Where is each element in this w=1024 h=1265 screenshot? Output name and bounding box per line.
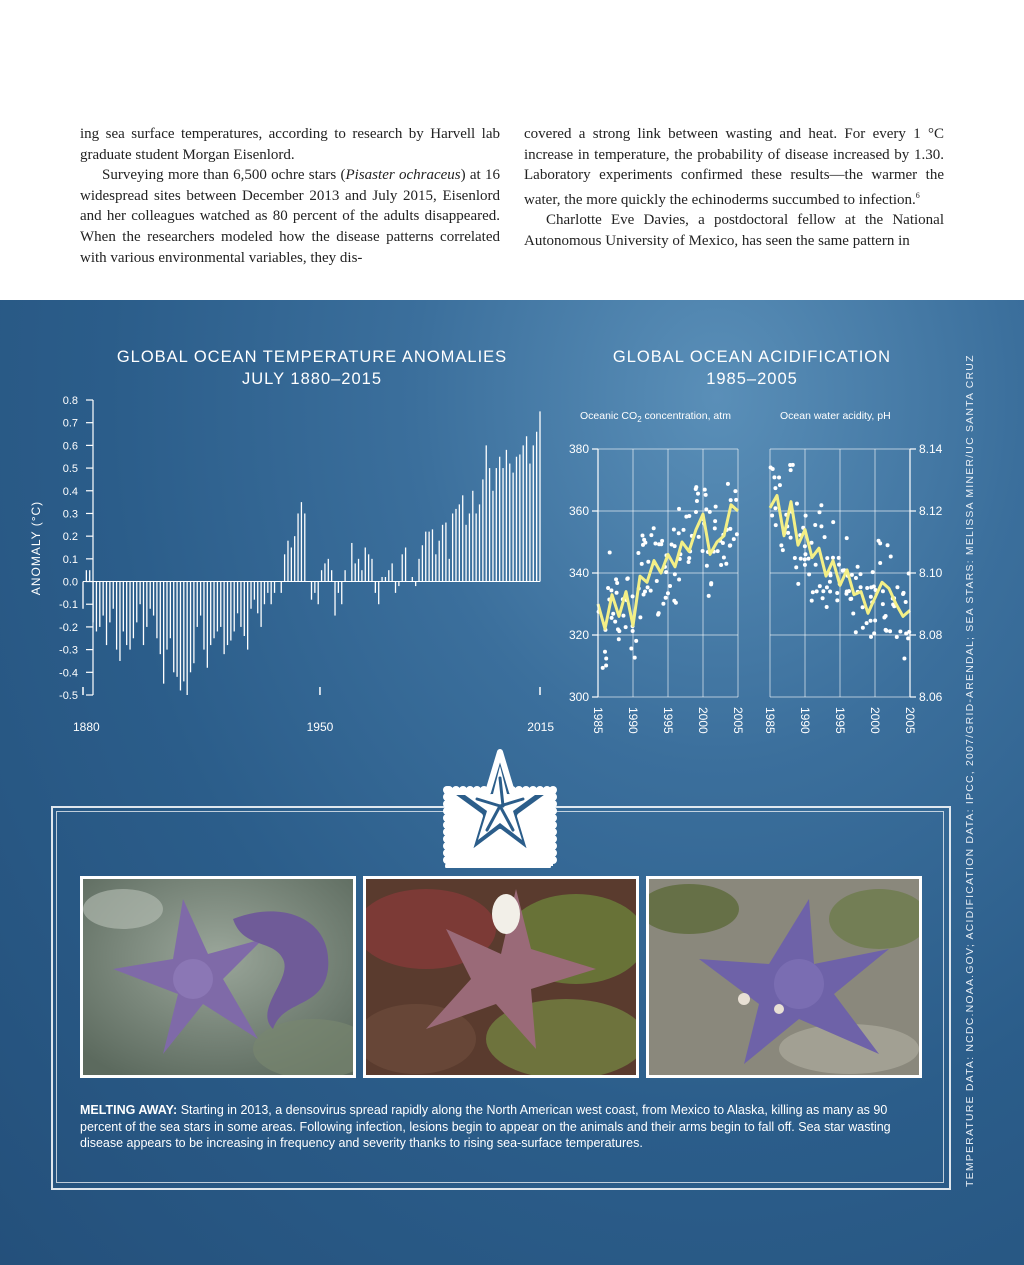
data-point [844,592,848,596]
data-point [773,506,777,510]
data-point [672,527,676,531]
data-point [616,627,620,631]
scallop-dot [549,828,557,836]
scallop-dot [549,849,557,857]
data-point [611,612,615,616]
data-point [631,594,635,598]
data-point [638,615,642,619]
data-point [886,543,890,547]
data-point [825,556,829,560]
photo-sea-star-1 [80,876,356,1078]
data-point [615,591,619,595]
data-point [664,570,668,574]
x-tick-label: 1995 [833,707,847,734]
data-point [819,503,823,507]
x-tick-label: 2015 [527,720,554,734]
data-point [878,561,882,565]
data-point [608,551,612,555]
data-point [872,584,876,588]
data-point [656,613,660,617]
data-point [902,591,906,595]
y-tick-label: -0.5 [59,690,78,702]
scallop-dot [443,807,451,815]
data-point [609,588,613,592]
article-column-right [524,124,944,252]
data-point [799,557,803,561]
grid [598,449,910,697]
data-point [687,560,691,564]
data-point [704,507,708,511]
x-tick-label: 1880 [73,720,100,734]
x-tick-label: 2005 [731,707,745,734]
data-point [902,657,906,661]
data-point [735,532,739,536]
data-point [861,626,865,630]
data-point [837,563,841,567]
data-point [661,602,665,606]
data-point [721,541,725,545]
data-point [728,527,732,531]
x-tick-label: 1950 [306,720,334,734]
data-point [716,549,720,553]
bars [83,411,540,695]
data-point [770,514,774,518]
scallop-dot [443,856,451,864]
paragraph: Charlotte Eve Davies, a postdoctoral fellow at the National Autonomous University of Mexico, has seen the same pattern in [524,212,944,249]
data-point [777,475,781,479]
data-point [733,489,737,493]
scallop-dot [443,821,451,829]
data-point [642,592,646,596]
data-point [795,502,799,506]
data-point [815,589,819,593]
x-tick-label: 1995 [661,707,675,734]
credit-text: TEMPERATURE DATA: NCDC.NOAA.GOV; ACIDIFICATION DATA: IPCC, 2007/GRID-ARENDAL; SEA STARS: MELISSA MINER/UC SANTA CRUZ [964,354,976,1187]
data-point [621,614,625,618]
data-point [713,519,717,523]
y-tick-label: 0.6 [62,440,78,453]
data-point [666,591,670,595]
data-point [653,541,657,545]
data-point [734,498,738,502]
data-point [695,499,699,503]
data-point [606,586,610,590]
sea-star-image [366,879,636,1075]
data-point [803,552,807,556]
data-point [807,557,811,561]
x-tick-label: 2005 [903,707,917,734]
y-tick-label: 0.0 [62,576,78,589]
data-point [649,533,653,537]
data-point [779,543,783,547]
data-point [655,579,659,583]
data-point [774,523,778,527]
data-point [789,536,793,540]
data-point [791,463,795,467]
data-point [821,589,825,593]
scallop-dot [549,821,557,829]
data-point [817,510,821,514]
data-point [636,551,640,555]
scallop-dot [549,842,557,850]
chart-subtitle: 1985–2005 [706,370,798,388]
data-point [835,598,839,602]
text: Surveying more than 6,500 ochre stars ( [102,167,346,184]
data-point [617,637,621,641]
data-point [640,562,644,566]
data-point [603,650,607,654]
y-tick-label: -0.1 [59,599,78,612]
data-point [854,630,858,634]
scallop-dot [443,849,451,857]
data-point [821,596,825,600]
x-tick-label: 1985 [763,707,777,734]
data-point [726,482,730,486]
y-tick-label: -0.2 [59,621,78,634]
scallop-dot [443,835,451,843]
data-point [705,564,709,568]
data-point [673,572,677,576]
y-tick-label: 0.4 [62,485,78,498]
data-point [773,486,777,490]
data-point [803,563,807,567]
data-point [823,535,827,539]
data-point [778,483,782,487]
x-tick-label: 1990 [626,707,640,734]
data-point [851,611,855,615]
data-point [888,629,892,633]
panel-label-ph: Ocean water acidity, pH [780,410,891,422]
y-tick-label: 340 [568,566,589,580]
y-tick-label: -0.4 [59,667,78,680]
data-point [859,572,863,576]
data-point [704,493,708,497]
text: ) at 16 widespread sites between December 2013 and July 2015, Eisenlord and her colleagues watched as 80 percent of the adults disappeared. When the researchers modeled how the disease patterns correlated with various environmental variables, they dis- [80,167,500,266]
y-axis-label: ANOMALY (°C) [29,500,43,596]
data-point [849,597,853,601]
data-point [668,584,672,588]
data-point [659,542,663,546]
data-point [677,577,681,581]
data-point [694,485,698,489]
data-point [825,585,829,589]
data-point [807,572,811,576]
data-point [828,580,832,584]
panel-label-co2: Oceanic $CO_2$ concentration, atm [580,410,731,424]
data-point [660,539,664,543]
data-point [701,549,705,553]
acidification-chart [569,348,943,734]
data-point [889,554,893,558]
data-point [859,585,863,589]
data-point [615,581,619,585]
data-point [672,599,676,603]
data-point [634,639,638,643]
data-point [895,585,899,589]
data-point [729,498,733,502]
text: covered a strong link between wasting and heat. For every 1 °C increase in temperature, the probability of disease increased by 1.30. Laboratory experiments confirmed these results—the warmer the water, the more quickly the echinoderms succumbed to infection. [524,126,944,208]
data-point [707,594,711,598]
y-tick-label: 0.2 [62,531,78,544]
data-point [813,523,817,527]
x-tick-label: 1990 [798,707,812,734]
y-tick-label: 360 [568,504,589,518]
photo-sea-star-3 [646,876,922,1078]
data-point [769,466,773,470]
data-point [835,591,839,595]
data-point [793,556,797,560]
data-point [803,544,807,548]
infographic-panel [0,300,1024,1265]
scallop-dot [549,856,557,864]
data-point [728,543,732,547]
x-tick-label: 2000 [696,707,710,734]
data-point [652,526,656,530]
data-point [646,560,650,564]
photo-sea-star-2 [363,876,639,1078]
y-tick-label: 8.14 [919,442,943,456]
data-point [624,625,628,629]
data-point [796,582,800,586]
x-tick-label: 2000 [868,707,882,734]
data-point [604,664,608,668]
data-point [811,590,815,594]
data-point [631,629,635,633]
data-point [898,630,902,634]
y-tick-label: 0.3 [62,508,78,521]
y-tick-label: 380 [568,442,589,456]
data-point [713,526,717,530]
data-point [614,577,618,581]
data-point [697,535,701,539]
chart-subtitle: JULY 1880–2015 [242,370,382,388]
data-point [641,533,645,537]
y-tick-label: -0.3 [59,644,78,657]
y-tick-label: 8.12 [919,504,943,518]
data-point [837,556,841,560]
sea-star-image [83,879,353,1075]
data-point [878,541,882,545]
scallop-dot [443,828,451,836]
data-point [872,631,876,635]
data-point [719,563,723,567]
data-point [629,647,633,651]
data-point [804,514,808,518]
data-point [904,600,908,604]
data-point [907,630,911,634]
data-point [694,510,698,514]
data-point [610,616,614,620]
data-point [865,621,869,625]
y-axis [59,395,93,702]
species-name: Pisaster ochraceus [345,167,461,184]
data-point [895,635,899,639]
data-point [604,656,608,660]
sea-star-image [649,879,919,1075]
scallop-dot [443,800,451,808]
data-point [869,619,873,623]
data-point [786,531,790,535]
data-point [845,536,849,540]
y-tick-label: 0.1 [62,553,78,566]
temperature-chart [29,348,554,734]
article-column-left [80,124,500,268]
data-point [613,620,617,624]
data-point [772,475,776,479]
data-point [708,510,712,514]
data-point [601,666,605,670]
data-point [829,573,833,577]
scallop-dot [443,814,451,822]
paragraph [524,124,944,210]
y-tick-label: 320 [568,628,589,642]
data-point [649,589,653,593]
x-axis [73,687,554,734]
data-point [696,492,700,496]
data-point [871,570,875,574]
y-tick-label: 8.08 [919,628,943,642]
data-point [687,556,691,560]
data-point [677,507,681,511]
data-point [703,488,707,492]
data-point [831,520,835,524]
data-point [818,584,822,588]
data-point [677,531,681,535]
data-point [881,589,885,593]
data-point [881,602,885,606]
data-point [633,656,637,660]
data-point [825,605,829,609]
data-point [869,595,873,599]
footnote-ref: 6 [915,190,920,200]
data-point [789,468,793,472]
y-tick-label: 300 [568,690,589,704]
data-point [856,565,860,569]
data-point [819,524,823,528]
data-point [861,605,865,609]
data-point [673,544,677,548]
data-point [828,590,832,594]
data-point [873,618,877,622]
scallop-dot [443,842,451,850]
data-point [884,614,888,618]
data-point [854,576,858,580]
data-point [646,585,650,589]
chart-title: GLOBAL OCEAN TEMPERATURE ANOMALIES [116,348,508,366]
paragraph: ing sea surface temperatures, according to research by Harvell lab graduate student Morgan Eisenlord. [80,126,500,163]
starfish-icon [435,748,565,868]
x-tick-label: 1985 [591,707,605,734]
y-tick-label: 8.06 [919,690,943,704]
data-point [814,563,818,567]
data-point [682,528,686,532]
data-point [803,557,807,561]
data-point [781,548,785,552]
data-point [884,628,888,632]
data-point [794,565,798,569]
data-point [709,581,713,585]
charts-svg [0,300,1024,800]
data-point [724,562,728,566]
data-points [597,463,912,670]
article-text-area [0,0,1024,300]
data-point [664,596,668,600]
y-tick-label: 0.7 [62,417,78,430]
y-tick-label: 0.8 [62,395,78,407]
scallop-dot [549,814,557,822]
data-point [714,505,718,509]
data-point [684,515,688,519]
scallop-dot [549,800,557,808]
data-point [869,635,873,639]
data-point [865,586,869,590]
data-point [722,555,726,559]
data-point [732,537,736,541]
data-point [850,573,854,577]
caption-text: Starting in 2013, a densovirus spread rapidly along the North American west coast, from Mexico to Alaska, killing as many as 90 percent of the sea stars in some areas. Following infection, lesions begin to appear on the animals and their arms begin to fall off. Sea star wasting disease appears to be increasing in frequency and severity thanks to rising sea-surface temperatures. [80,1103,891,1150]
chart-title: GLOBAL OCEAN ACIDIFICATION [612,348,892,366]
y-tick-label: 8.10 [919,566,943,580]
data-point [810,599,814,603]
paragraph [80,165,500,268]
data-point [625,577,629,581]
scallop-dot [549,807,557,815]
y-tick-label: 0.5 [62,463,78,476]
caption-lead: MELTING AWAY: [80,1103,178,1117]
data-point [642,538,646,542]
photo-caption [80,1102,910,1152]
scallop-dot [549,835,557,843]
